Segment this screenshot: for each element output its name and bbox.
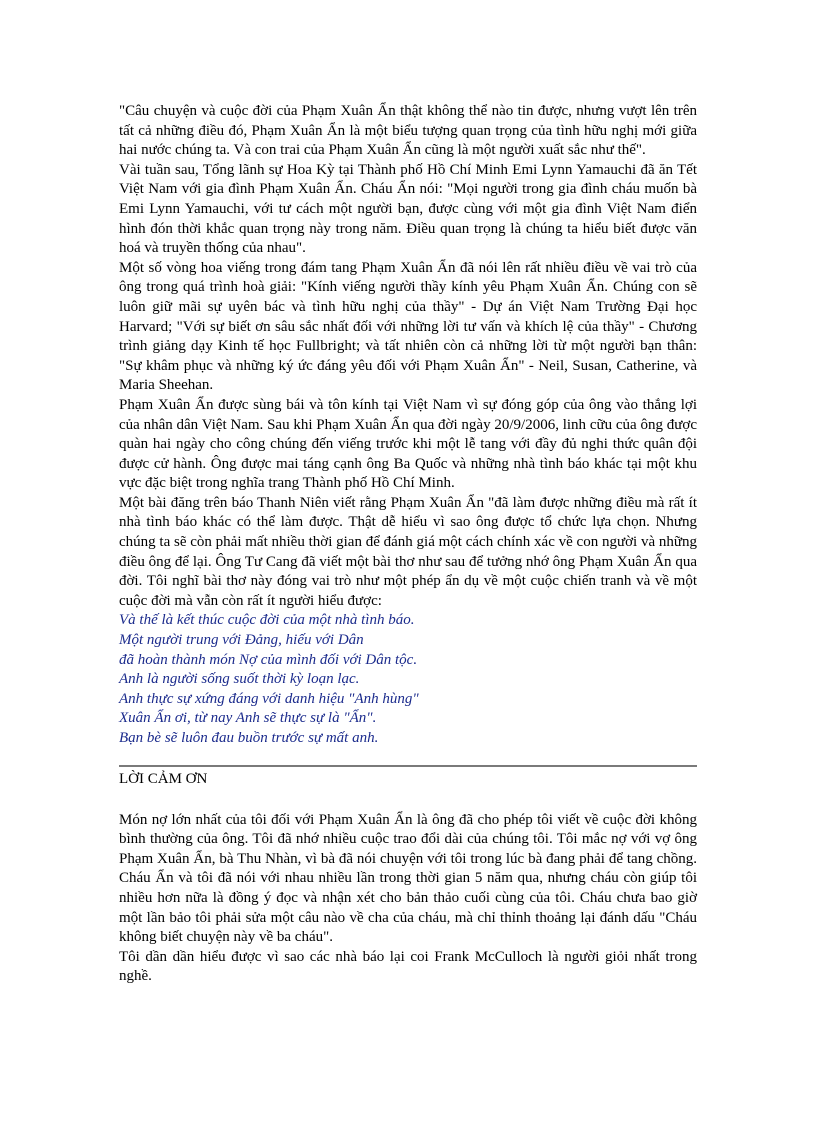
paragraph-wreaths: Một số vòng hoa viếng trong đám tang Phạm Xuân Ẩn đã nói lên rất nhiều điều về vai trò của ông trong quá trình hoà giải: "Kính viếng người thầy kính yêu Phạm Xuân Ẩn. Chúng con sẽ luôn giữ mãi sự uyên bác và tình hữu nghị của thầy" - Dự án Việt Nam Trường Đại học Harvard; "Với sự biết ơn sâu sắc nhất đối với những lời tư vấn và khích lệ của thầy" - Chương trình giảng dạy Kinh tế học Fullbright; và tất nhiên còn cả những lời từ một người bạn thân: "Sự khâm phục và những ký ức đáng yêu đối với Phạm Xuân Ẩn" - Neil, Susan, Catherine, và Maria Sheehan. — [119, 259, 697, 394]
poem-line: Bạn bè sẽ luôn đau buồn trước sự mất anh. — [119, 730, 379, 746]
poem-line: đã hoàn thành món Nợ của mình đối với Dân tộc. — [119, 651, 418, 668]
paragraph-mcculloch: Tôi dần dần hiểu được vì sao các nhà báo lại coi Frank McCulloch là người giỏi nhất trong nghề. — [119, 948, 697, 985]
poem-line: Anh thực sự xứng đáng với danh hiệu "Anh hùng" — [119, 690, 419, 707]
section-title-acknowledgements: LỜI CẢM ƠN — [119, 770, 208, 787]
poem-line: Xuân Ẩn ơi, từ nay Anh sẽ thực sự là "Ẩn". — [119, 710, 377, 727]
paragraph-acknowledgement: Món nợ lớn nhất của tôi đối với Phạm Xuân Ẩn là ông đã cho phép tôi viết về cuộc đời không bình thường của ông. Tôi đã nhớ nhiều cuộc trao đổi dài của chúng tôi. Tôi mắc nợ với vợ ông Phạm Xuân Ẩn, bà Thu Nhàn, vì bà đã nói chuyện với tôi trong lúc bà đang phải để tang chồng. Cháu Ẩn và tôi đã nói với nhau nhiều lần trong thời gian 5 năm qua, nhưng cháu còn giúp tôi nhiều hơn nữa là đồng ý đọc và nhận xét cho bản thảo cuối cùng của tôi. Cháu chưa bao giờ một lần bảo tôi phải sửa một câu nào về cha của cháu, mà chỉ thỉnh thoảng lại đánh dấu "Cháu không biết chuyện này về ba cháu". — [119, 811, 697, 946]
document-page — [119, 102, 697, 987]
poem-line: Và thế là kết thúc cuộc đời của một nhà tình báo. — [119, 612, 415, 629]
poem — [119, 611, 697, 748]
paragraph-yamauchi-tet: Vài tuần sau, Tổng lãnh sự Hoa Kỳ tại Thành phố Hồ Chí Minh Emi Lynn Yamauchi đã ăn Tết Việt Nam với gia đình Phạm Xuân Ẩn. Cháu Ẩn nói: "Mọi người trong gia đình cháu muốn bà Emi Lynn Yamauchi, với tư cách một người bạn, được cùng với một gia đình Việt Nam điển hình đón thời khắc quan trọng này trong năm. Điều quan trọng là chúng ta hiểu biết được văn hoá và truyền thống của nhau". — [119, 161, 697, 257]
paragraph-funeral: Phạm Xuân Ẩn được sùng bái và tôn kính tại Việt Nam vì sự đóng góp của ông vào thắng lợi của nhân dân Việt Nam. Sau khi Phạm Xuân Ẩn qua đời ngày 20/9/2006, linh cữu của ông được quàn hai ngày cho công chúng đến viếng trước khi một lễ tang với đầy đủ nghi thức quân đội được cử hành. Ông được mai táng cạnh ông Ba Quốc và những nhà tình báo khác tại một khu vực đặc biệt trong nghĩa trang Thành phố Hồ Chí Minh. — [119, 396, 697, 492]
spacer — [119, 789, 697, 811]
poem-line: Một người trung với Đảng, hiếu với Dân — [119, 632, 364, 649]
paragraph-quote-sheehan: "Câu chuyện và cuộc đời của Phạm Xuân Ẩn thật không thể nào tin được, nhưng vượt lên trên tất cả những điều đó, Phạm Xuân Ẩn là một biểu tượng quan trọng của tình hữu nghị mới giữa hai nước chúng ta. Và con trai của Phạm Xuân Ẩn cũng là một người xuất sắc như thế". — [119, 103, 697, 159]
paragraph-thanh-nien: Một bài đăng trên báo Thanh Niên viết rằng Phạm Xuân Ẩn "đã làm được những điều mà rất ít nhà tình báo khác có thể làm được. Thật dễ hiểu vì sao ông được tổ chức lựa chọn. Nhưng chúng ta sẽ còn phải mất nhiều thời gian để đánh giá một cách chính xác về con người và những điều ông để lại. Ông Tư Cang đã viết một bài thơ như sau để tưởng nhớ ông Phạm Xuân Ẩn qua đời. Tôi nghĩ bài thơ này đóng vai trò như một phép ẩn dụ về một cuộc chiến tranh và về một cuộc đời mà vẫn còn rất ít người hiểu được: — [119, 494, 697, 609]
section-divider — [119, 765, 697, 767]
poem-line: Anh là người sống suốt thời kỳ loạn lạc. — [119, 671, 360, 688]
